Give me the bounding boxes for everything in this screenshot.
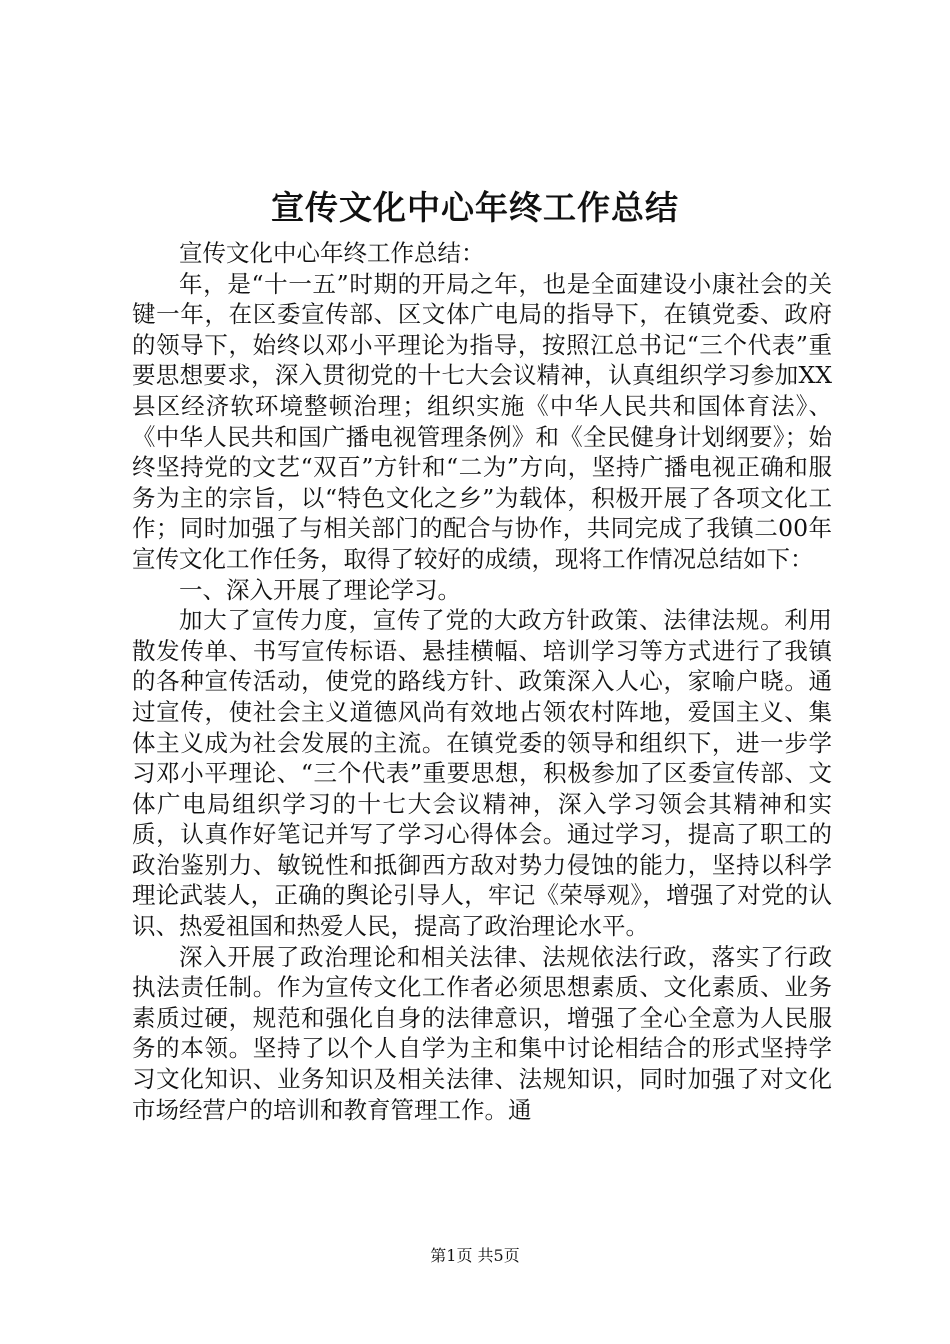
section-heading-theory-study: 一、深入开展了理论学习。 [179,575,461,604]
paragraph-publicity: 加大了宣传力度，宣传了党的大政方针政策、法律法规。利用散发传单、书写宣传标语、悬挂横幅、培训学习等方式进行了我镇的各种宣传活动，使党的路线方针、政策深入人心，家喻户晓。通过宣传，使社会主义道德风尚有效地占领农村阵地，爱国主义、集体主义成为社会发展的主流。在镇党委的领导和组织下，进一步学习邓小平理论、“三个代表”重要思想，积极参加了区委宣传部、文体广电局组织学习的十七大会议精神，深入学习领会其精神和实质，认真作好笔记并写了学习心得体会。通过学习，提高了职工的政治鉴别力、敏锐性和抵御西方敌对势力侵蚀的能力，坚持以科学理论武装人，正确的舆论引导人，牢记《荣辱观》，增强了对党的认识、热爱祖国和热爱人民，提高了政治理论水平。 [132,606,832,941]
paragraph-overview: 年，是“十一五”时期的开局之年，也是全面建设小康社会的关键一年，在区委宣传部、区文体广电局的指导下，在镇党委、政府的领导下，始终以邓小平理论为指导，按照江总书记“三个代表”重要思想要求，深入贯彻党的十七大会议精神，认真组织学习参加XX县区经济软环境整顿治理；组织实施《中华人民共和国体育法》、《中华人民共和国广播电视管理条例》和《全民健身计划纲要》；始终坚持党的文艺“双百”方针和“二为”方向，坚持广播电视正确和服务为主的宗旨，以“特色文化之乡”为载体，积极开展了各项文化工作；同时加强了与相关部门的配合与协作，共同完成了我镇二00年宣传文化工作任务，取得了较好的成绩，现将工作情况总结如下： [132,269,832,573]
page-number-footer: 第1页 共5页 [430,1246,520,1265]
paragraph-law-study: 深入开展了政治理论和相关法律、法规依法行政，落实了行政执法责任制。作为宣传文化工作者必须思想素质、文化素质、业务素质过硬，规范和强化自身的法律意识，增强了全心全意为人民服务的本领。坚持了以个人自学为主和集中讨论相结合的形式坚持学习文化知识、业务知识及相关法律、法规知识，同时加强了对文化市场经营户的培训和教育管理工作。通 [132,942,832,1124]
document-title: 宣传文化中心年终工作总结 [271,188,679,227]
paragraph-intro: 宣传文化中心年终工作总结： [179,239,485,267]
document-body [132,238,832,1125]
